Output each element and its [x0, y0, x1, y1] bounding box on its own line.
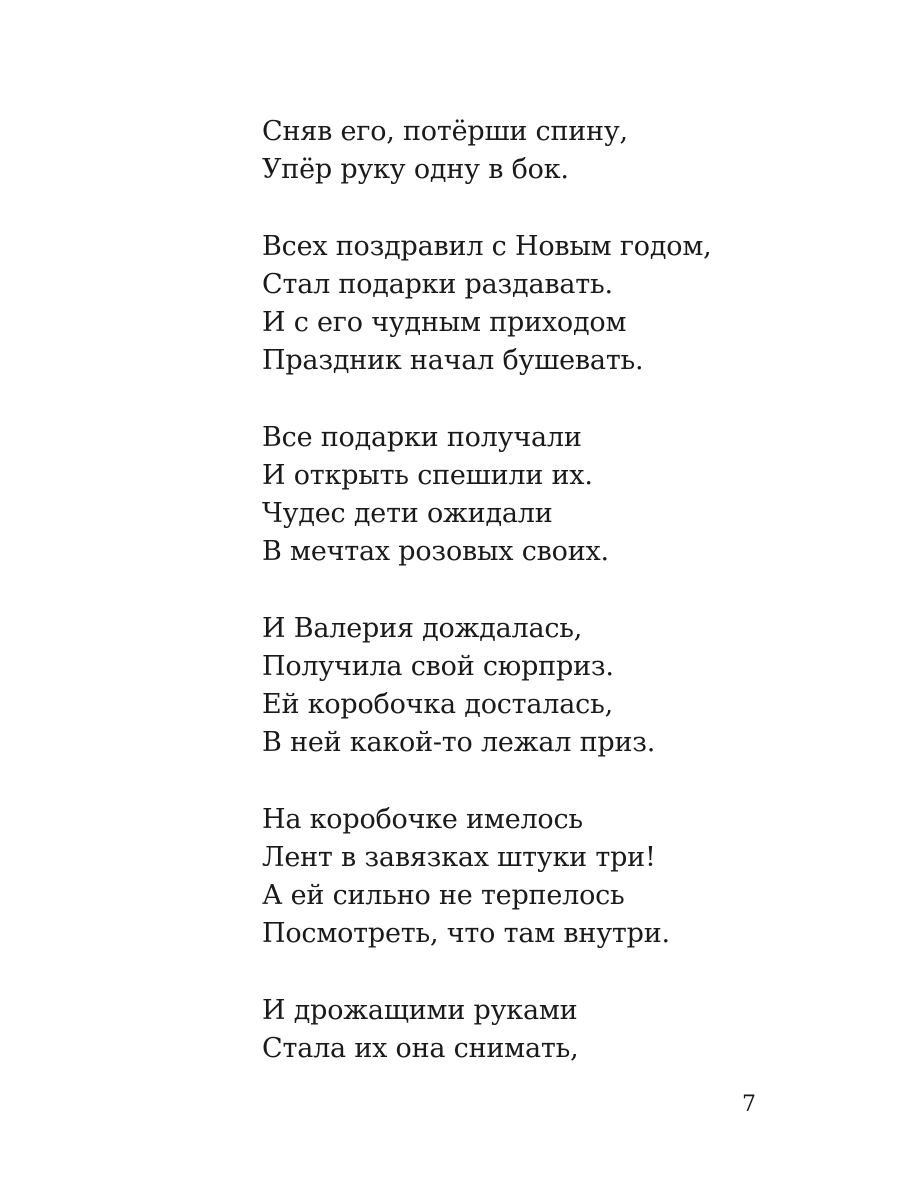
poem-line: В ней какой-то лежал приз. [262, 727, 656, 758]
poem-line: Чудес дети ожидали [262, 498, 553, 529]
poem-line: Упёр руку одну в бок. [262, 154, 569, 185]
poem-line: В мечтах розовых своих. [262, 536, 609, 567]
poem-line: Стал подарки раздавать. [262, 269, 613, 300]
poem-line: Всех поздравил с Новым годом, [262, 231, 712, 262]
stanza-1 [262, 113, 822, 189]
poem-line: Получила свой сюрприз. [262, 651, 614, 682]
poem-body [262, 113, 822, 1068]
poem-line: Все подарки получали [262, 422, 582, 453]
stanza-5 [262, 801, 822, 953]
poem-line: А ей сильно не терпелось [262, 880, 625, 911]
poem-line: И дрожащими руками [262, 995, 578, 1026]
poem-line: Ей коробочка досталась, [262, 689, 613, 720]
poem-line: И Валерия дождалась, [262, 613, 583, 644]
poem-line: Лент в завязках штуки три! [262, 842, 656, 873]
poem-line: На коробочке имелось [262, 804, 583, 835]
poem-line: Праздник начал бушевать. [262, 345, 644, 376]
poem-line: Сняв его, потёрши спину, [262, 116, 628, 147]
page-number: 7 [742, 1092, 756, 1117]
stanza-4 [262, 610, 822, 762]
stanza-3 [262, 419, 822, 571]
stanza-6 [262, 992, 822, 1068]
poem-line: И с его чудным приходом [262, 307, 627, 338]
poem-line: Посмотреть, что там внутри. [262, 918, 670, 949]
stanza-2 [262, 228, 822, 380]
poem-line: Стала их она снимать, [262, 1033, 579, 1064]
poem-line: И открыть спешили их. [262, 460, 593, 491]
